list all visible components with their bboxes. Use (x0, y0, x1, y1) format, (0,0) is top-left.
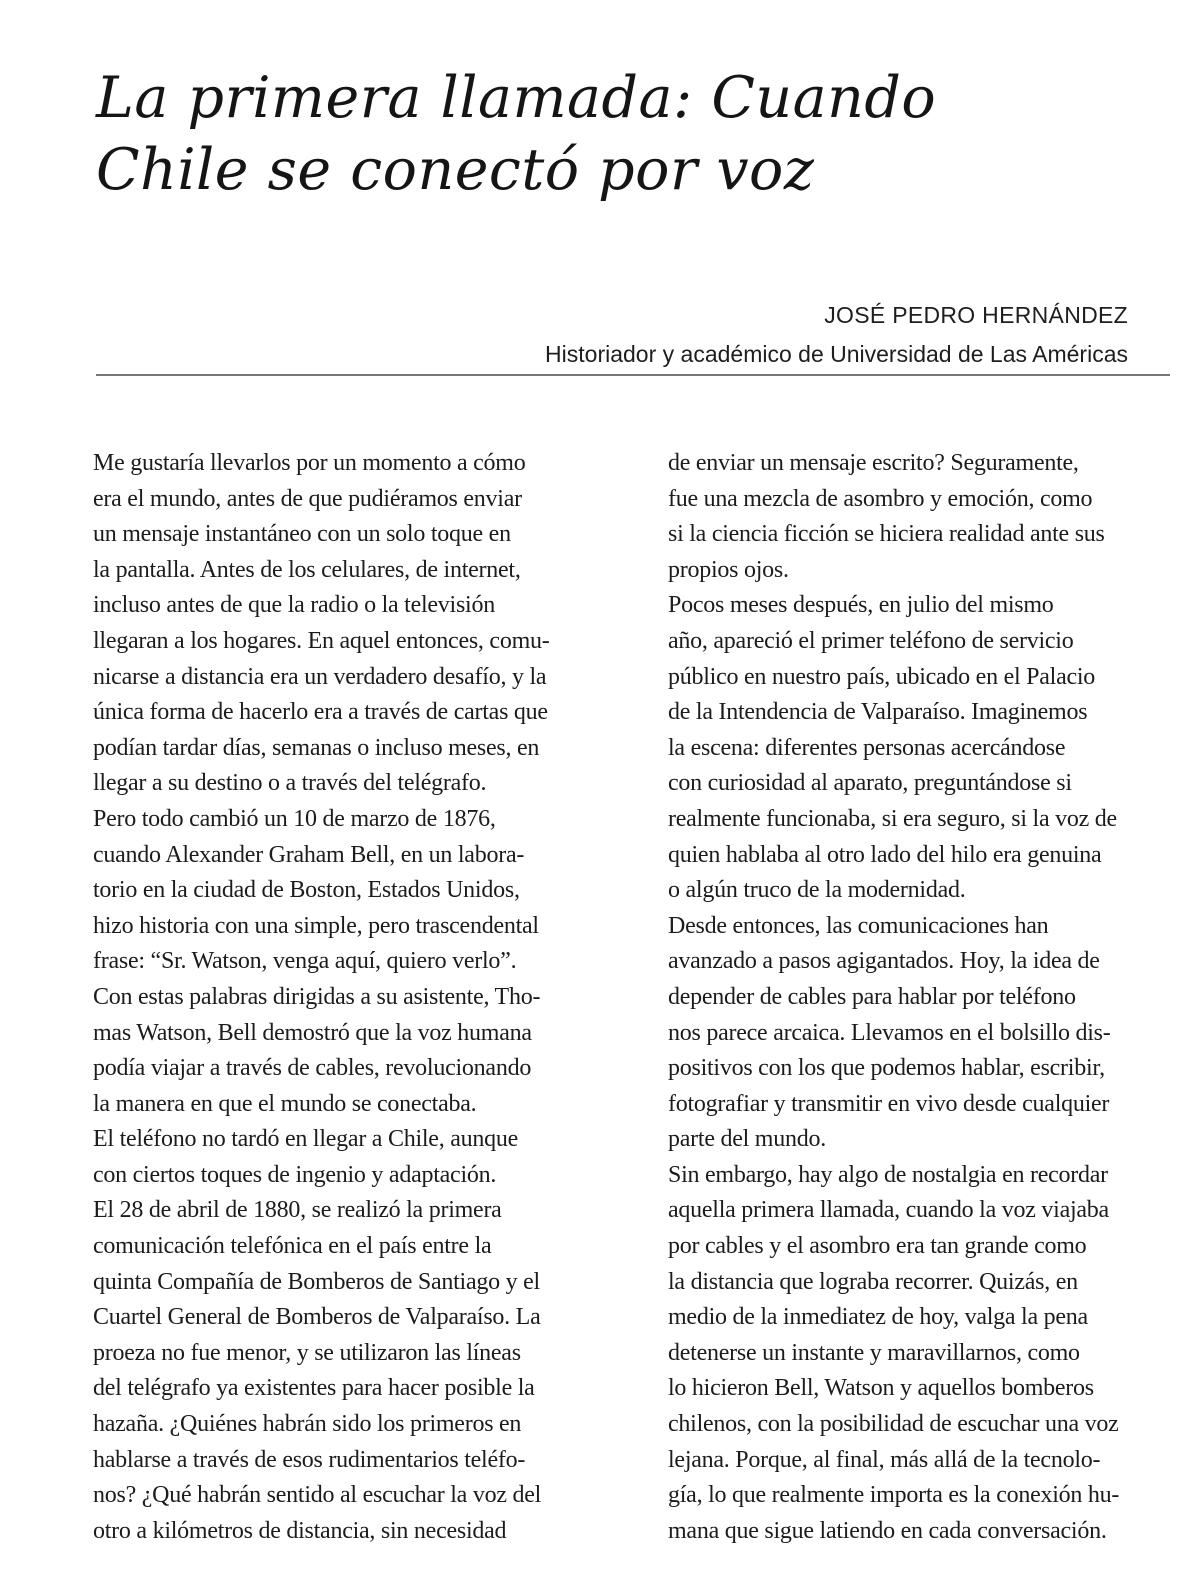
body-text-line: detenerse un instante y maravillarnos, como (668, 1339, 1080, 1366)
body-text-line: positivos con los que podemos hablar, escribir, (668, 1055, 1105, 1082)
body-text-line: Desde entonces, las comunicaciones han (668, 912, 1049, 939)
body-text-line: podía viajar a través de cables, revolucionando (93, 1055, 532, 1082)
body-text-line: aquella primera llamada, cuando la voz viajaba (668, 1197, 1109, 1224)
body-text-line: llegar a su destino o a través del telégrafo. (93, 770, 487, 797)
body-text-line: nos parece arcaica. Llevamos en el bolsillo dis- (668, 1019, 1111, 1046)
body-text-line: Sin embargo, hay algo de nostalgia en recordar (668, 1161, 1108, 1188)
body-text-line: la escena: diferentes personas acercándose (668, 734, 1066, 761)
body-text-line: por cables y el asombro era tan grande como (668, 1233, 1087, 1260)
body-text-line: cuando Alexander Graham Bell, en un labora- (93, 841, 525, 868)
body-text-line: de enviar un mensaje escrito? Seguramente, (668, 450, 1079, 476)
body-text-line: Pocos meses después, en julio del mismo (668, 592, 1054, 619)
byline (545, 300, 1128, 369)
article-title (96, 62, 1096, 206)
body-text-line: mas Watson, Bell demostró que la voz humana (93, 1019, 532, 1046)
body-text-line: Pero todo cambió un 10 de marzo de 1876, (93, 805, 496, 832)
body-text-line: proeza no fue menor, y se utilizaron las líneas (93, 1339, 521, 1366)
body-text-line: un mensaje instantáneo con un solo toque en (93, 521, 511, 548)
body-text-line: la pantalla. Antes de los celulares, de internet, (93, 556, 521, 583)
body-text-line: gía, lo que realmente importa es la conexión hu- (668, 1482, 1120, 1509)
body-text-line: fotografiar y transmitir en vivo desde cualquier (668, 1090, 1110, 1117)
body-text-line: fue una mezcla de asombro y emoción, como (668, 485, 1093, 512)
body-text-line: Me gustaría llevarlos por un momento a cómo (93, 450, 526, 476)
body-text-line: El teléfono no tardó en llegar a Chile, aunque (93, 1126, 519, 1153)
body-text-line: comunicación telefónica en el país entre la (93, 1233, 492, 1260)
body-text-line: medio de la inmediatez de hoy, valga la pena (668, 1304, 1088, 1331)
body-text-line: El 28 de abril de 1880, se realizó la primera (93, 1197, 502, 1224)
body-text-line: frase: “Sr. Watson, venga aquí, quiero verlo”. (93, 948, 517, 975)
body-column-left (93, 446, 613, 1549)
body-text-line: lo hicieron Bell, Watson y aquellos bomberos (668, 1375, 1094, 1402)
body-text-line: avanzado a pasos agigantados. Hoy, la idea de (668, 948, 1100, 975)
body-text-line: la distancia que lograba recorrer. Quizás, en (668, 1268, 1078, 1295)
header-divider (96, 374, 1170, 376)
title-line: La primera llamada: Cuando (96, 65, 937, 131)
body-text-line: hizo historia con una simple, pero trascendental (93, 912, 539, 939)
body-text-line: incluso antes de que la radio o la televisión (93, 592, 495, 619)
author-role: Historiador y académico de Universidad de Las Américas (545, 341, 1128, 367)
body-text-line: si la ciencia ficción se hiciera realidad ante sus (668, 521, 1105, 548)
body-text-line: o algún truco de la modernidad. (668, 877, 966, 904)
body-text-line: Cuartel General de Bomberos de Valparaíso. La (93, 1304, 541, 1331)
body-text-line: parte del mundo. (668, 1126, 826, 1153)
body-text-line: mana que sigue latiendo en cada conversación. (668, 1517, 1107, 1544)
body-text-line: podían tardar días, semanas o incluso meses, en (93, 734, 540, 761)
body-text-line: propios ojos. (668, 556, 789, 583)
title-line: Chile se conectó por voz (96, 137, 815, 203)
body-text-line: año, apareció el primer teléfono de servicio (668, 627, 1074, 654)
body-text-line: depender de cables para hablar por teléfono (668, 983, 1076, 1010)
body-text-line: público en nuestro país, ubicado en el Palacio (668, 663, 1096, 690)
body-column-right (668, 446, 1178, 1549)
body-text-line: de la Intendencia de Valparaíso. Imaginemos (668, 699, 1088, 726)
body-text-line: llegaran a los hogares. En aquel entonces, comu- (93, 627, 550, 654)
body-text-line: nos? ¿Qué habrán sentido al escuchar la voz del (93, 1482, 542, 1509)
body-text-line: torio en la ciudad de Boston, Estados Unidos, (93, 877, 520, 904)
body-text-line: hablarse a través de esos rudimentarios teléfo- (93, 1446, 526, 1473)
body-text-line: nicarse a distancia era un verdadero desafío, y la (93, 663, 547, 690)
body-text-line: con curiosidad al aparato, preguntándose si (668, 770, 1072, 797)
body-text-line: Con estas palabras dirigidas a su asistente, Tho- (93, 983, 541, 1010)
body-text-line: única forma de hacerlo era a través de cartas que (93, 699, 548, 726)
body-text-line: quien hablaba al otro lado del hilo era genuina (668, 841, 1102, 868)
body-text-line: lejana. Porque, al final, más allá de la tecnolo- (668, 1446, 1101, 1473)
body-text-line: era el mundo, antes de que pudiéramos enviar (93, 485, 522, 512)
body-text-line: con ciertos toques de ingenio y adaptación. (93, 1161, 497, 1188)
body-text-line: quinta Compañía de Bomberos de Santiago y el (93, 1268, 540, 1295)
body-text-line: otro a kilómetros de distancia, sin necesidad (93, 1517, 507, 1544)
body-text-line: del telégrafo ya existentes para hacer posible la (93, 1375, 535, 1402)
body-text-line: chilenos, con la posibilidad de escuchar una voz (668, 1411, 1119, 1438)
body-text-line: hazaña. ¿Quiénes habrán sido los primeros en (93, 1411, 522, 1438)
author-name: JOSÉ PEDRO HERNÁNDEZ (824, 302, 1128, 328)
body-text-line: la manera en que el mundo se conectaba. (93, 1090, 477, 1117)
body-text-line: realmente funcionaba, si era seguro, si la voz de (668, 805, 1117, 832)
